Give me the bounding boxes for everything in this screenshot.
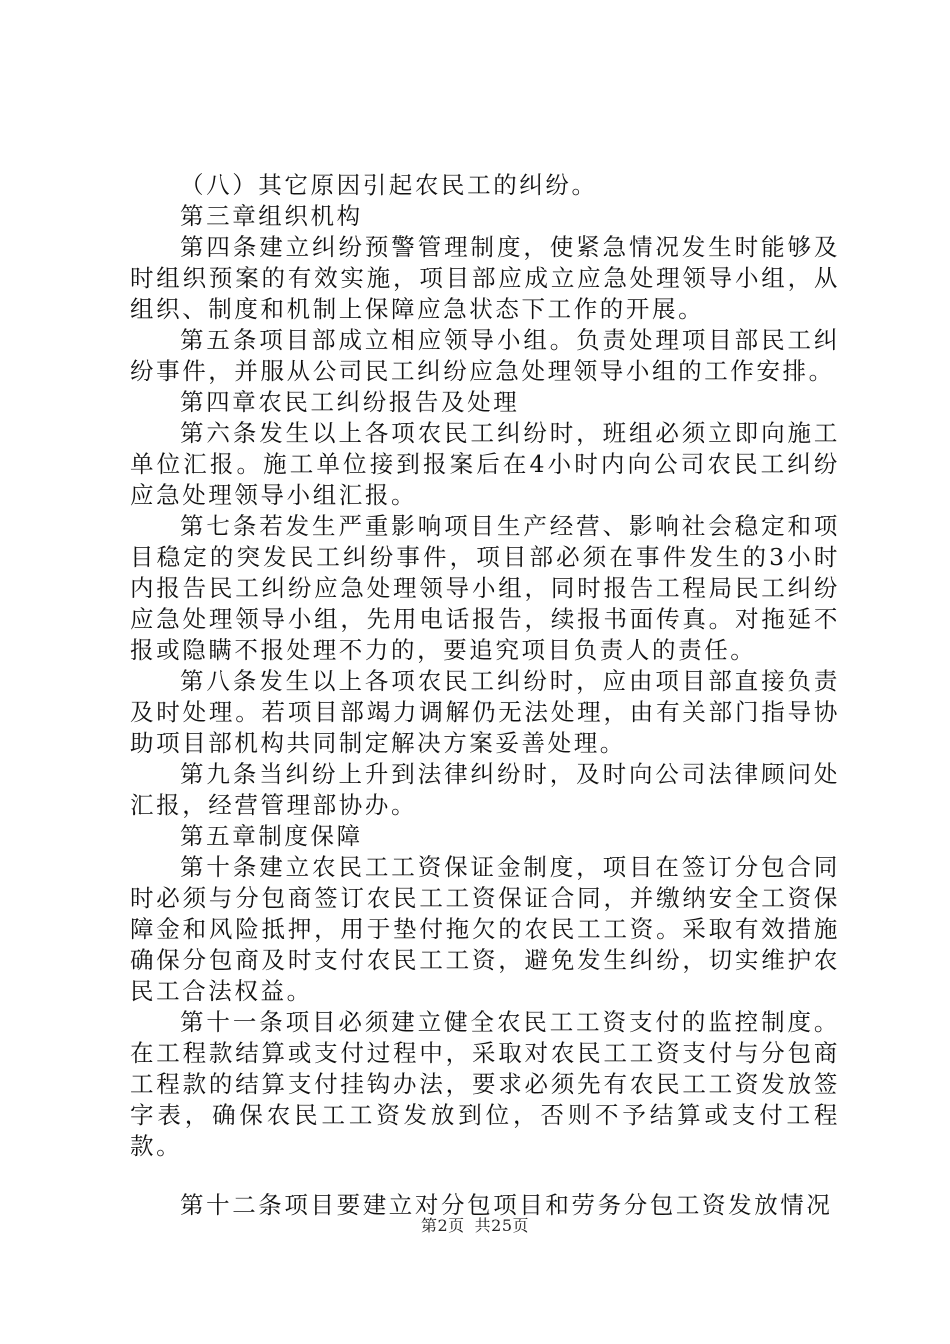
article-7: 第七条若发生严重影响项目生产经营、影响社会稳定和项目稳定的突发民工纠纷事件，项目部必须在事件发生的3小时内报告民工纠纷应急处理领导小组，同时报告工程局民工纠纷应急处理领导小组，先用电话报告，续报书面传真。对拖延不报或隐瞒不报处理不力的，要追究项目负责人的责任。 bbox=[130, 512, 840, 664]
document-body bbox=[130, 170, 840, 1221]
article-5: 第五条项目部成立相应领导小组。负责处理项目部民工纠纷事件，并服从公司民工纠纷应急处理领导小组的工作安排。 bbox=[130, 326, 840, 385]
article-11: 第十一条项目必须建立健全农民工工资支付的监控制度。在工程款结算或支付过程中，采取对农民工工资支付与分包商工程款的结算支付挂钩办法，要求必须先有农民工工资发放签字表，确保农民工工资发放到位，否则不予结算或支付工程款。 bbox=[130, 1008, 840, 1160]
page-number: 第2页 bbox=[420, 1216, 465, 1235]
paragraph-item-8: （八）其它原因引起农民工的纠纷。 bbox=[180, 171, 598, 199]
article-9: 第九条当纠纷上升到法律纠纷时，及时向公司法律顾问处汇报，经营管理部协办。 bbox=[130, 760, 840, 819]
chapter-heading-4: 第四章农民工纠纷报告及处理 bbox=[180, 388, 520, 416]
article-6: 第六条发生以上各项农民工纠纷时，班组必须立即向施工单位汇报。施工单位接到报案后在4小时内向公司农民工纠纷应急处理领导小组汇报。 bbox=[130, 419, 840, 509]
page-footer bbox=[0, 1216, 950, 1236]
page-total: 共25页 bbox=[474, 1216, 530, 1235]
article-10: 第十条建立农民工工资保证金制度，项目在签订分包合同时必须与分包商签订农民工工资保证合同，并缴纳安全工资保障金和风险抵押，用于垫付拖欠的农民工工资。采取有效措施确保分包商及时支付农民工工资，避免发生纠纷，切实维护农民工合法权益。 bbox=[130, 853, 840, 1005]
chapter-heading-3: 第三章组织机构 bbox=[180, 202, 363, 230]
article-4: 第四条建立纠纷预警管理制度，使紧急情况发生时能够及时组织预案的有效实施，项目部应成立应急处理领导小组，从组织、制度和机制上保障应急状态下工作的开展。 bbox=[130, 233, 840, 323]
chapter-heading-5: 第五章制度保障 bbox=[180, 822, 363, 850]
article-12: 第十二条项目要建立对分包项目和劳务分包工资发放情况 bbox=[180, 1191, 833, 1219]
article-8: 第八条发生以上各项农民工纠纷时，应由项目部直接负责及时处理。若项目部竭力调解仍无法处理，由有关部门指导协助项目部机构共同制定解决方案妥善处理。 bbox=[130, 667, 840, 757]
